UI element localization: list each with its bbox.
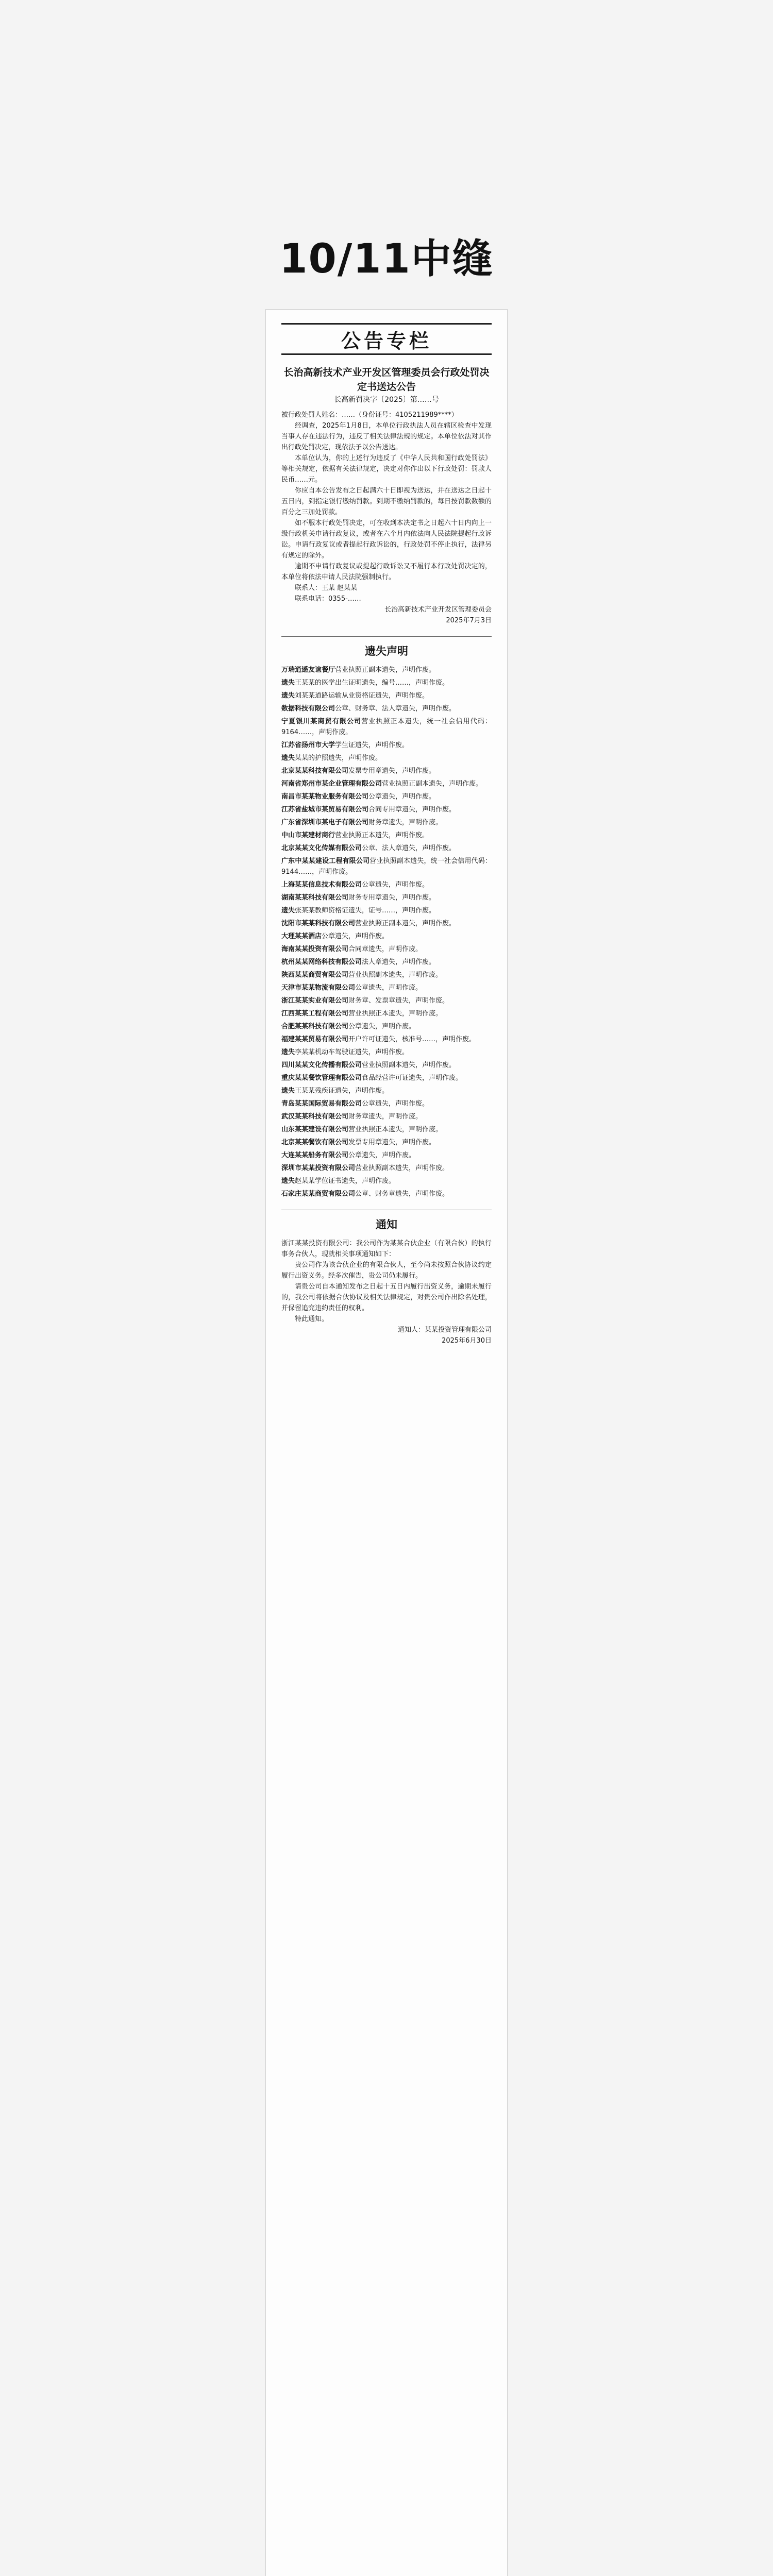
lost-notice-text: 营业执照正副本遗失，声明作废。 [355,920,456,927]
lost-notice-item [281,1176,492,1187]
notice-paragraph: 浙江某某投资有限公司：我公司作为某某合伙企业（有限合伙）的执行事务合伙人，现就相关事项通知如下： [281,1240,492,1258]
lost-notice-text: 李某某机动车驾驶证遗失，声明作废。 [295,1048,409,1056]
lost-notice-name: 遗失 [281,754,295,762]
lost-notice-item [281,791,492,802]
lost-notice-name: 北京某某餐饮有限公司 [281,1139,349,1146]
lost-notice-name: 宁夏银川某商贸有限公司 [281,718,362,725]
lost-notice-text: 公章遗失，声明作废。 [368,793,436,801]
lost-notice-text: 营业执照正副本遗失，声明作废。 [335,666,436,674]
lost-notice-text: 公章遗失，声明作废。 [348,1151,416,1159]
lost-notice-text: 财务章遗失，声明作废。 [348,1113,423,1121]
lost-notice-text: 合同章遗失，声明作废。 [348,945,423,953]
lost-notice-text: 营业执照正本遗失，声明作废。 [348,1126,443,1133]
lost-notice-text: 营业执照副本遗失，声明作废。 [348,971,443,979]
lost-notice-item [281,905,492,916]
lost-notices-list [281,665,492,1199]
lost-notice-item [281,982,492,993]
lost-notice-item [281,856,492,877]
announcement-paragraph: 联系电话：0355-…… [295,595,361,603]
notice [281,1238,492,1346]
lost-notice-text: 营业执照副本遗失，声明作废。 [355,1164,449,1172]
lost-notice-item [281,690,492,701]
lost-notice-text: 学生证遗失，声明作废。 [335,741,409,749]
lost-notice-text: 财务章遗失，声明作废。 [368,819,443,826]
notice-paragraph: 特此通知。 [295,1315,329,1323]
lost-notice-name: 四川某某文化传播有限公司 [281,1061,362,1069]
lost-notice-text: 合同专用章遗失，声明作废。 [368,806,456,814]
lost-notice-name: 湖南某某科技有限公司 [281,894,349,902]
lost-notice-name: 重庆某某餐饮管理有限公司 [281,1074,362,1082]
lost-notice-text: 财务章、发票章遗失，声明作废。 [348,997,449,1005]
lost-notice-name: 遗失 [281,1087,295,1095]
lost-notice-name: 广东省深圳市某电子有限公司 [281,819,369,826]
announcement-paragraph: 逾期不申请行政复议或提起行政诉讼又不履行本行政处罚决定的，本单位将依法申请人民法院强制执行。 [281,563,492,581]
lost-notice-text: 食品经营许可证遗失，声明作废。 [362,1074,463,1082]
lost-notice-item [281,677,492,688]
announcement [281,365,492,626]
lost-notice-text: 营业执照正本遗失，声明作废。 [335,832,429,839]
lost-notice-name: 杭州某某网络科技有限公司 [281,958,362,966]
lost-notice-text: 发票专用章遗失，声明作废。 [348,1139,436,1146]
lost-notice-item [281,1137,492,1148]
announcement-paragraph: 被行政处罚人姓名：……（身份证号：4105211989****） [281,411,458,419]
lost-notice-item [281,716,492,738]
lost-notice-text: 公章遗失，声明作废。 [348,1023,416,1030]
lost-notice-item [281,753,492,764]
announcement-paragraph: 联系人：王某 赵某某 [295,584,358,592]
lost-notice-text: 王某某残疾证遗失，声明作废。 [295,1087,389,1095]
lost-notice-name: 武汉某某科技有限公司 [281,1113,349,1121]
lost-notice-name: 大连某某船务有限公司 [281,1151,349,1159]
lost-notice-name: 北京某某科技有限公司 [281,767,349,775]
lost-notice-item [281,957,492,968]
lost-notice-name: 合肥某某科技有限公司 [281,1023,349,1030]
lost-notice-name: 沈阳市某某科技有限公司 [281,920,356,927]
lost-notice-item [281,918,492,929]
lost-notice-name: 上海某某信息技术有限公司 [281,881,362,889]
lost-notice-item [281,1098,492,1109]
announcement-paragraph: 如不服本行政处罚决定，可在收到本决定书之日起六十日内向上一级行政机关申请行政复议，或者在六个月内依法向人民法院提起行政诉讼。申请行政复议或者提起行政诉讼的，行政处罚不停止执行，法律另有规定的除外。 [281,519,492,560]
lost-notice-text: 王某某的医学出生证明遗失，编号……，声明作废。 [295,679,449,687]
lost-notice-name: 中山市某建材商行 [281,832,335,839]
lost-notice-item [281,1047,492,1058]
lost-notice-item [281,1150,492,1161]
notice-paragraph: 请贵公司自本通知发布之日起十五日内履行出资义务，逾期未履行的，我公司将依据合伙协议及相关法律规定，对贵公司作出除名处理，并保留追究违约责任的权利。 [281,1283,492,1312]
lost-notice-name: 石家庄某某商贸有限公司 [281,1190,356,1198]
lost-notice-text: 张某某教师资格证遗失，证号……，声明作废。 [295,907,436,914]
notice-column [265,309,508,2576]
lost-notice-text: 营业执照正副本遗失，声明作废。 [382,780,483,788]
lost-notice-text: 公章、财务章、法人章遗失，声明作废。 [335,705,456,713]
lost-notice-item [281,1034,492,1045]
section-title: 10/11中缝 [279,236,494,282]
lost-notice-item [281,1111,492,1122]
lost-notice-name: 浙江某某实业有限公司 [281,997,349,1005]
lost-notice-name: 广东中某某建设工程有限公司 [281,857,370,865]
notice-date: 2025年6月30日 [442,1337,492,1345]
lost-notice-item [281,1124,492,1135]
lost-notice-item [281,1163,492,1174]
lost-notice-name: 北京某某文化传媒有限公司 [281,844,362,852]
lost-notice-text: 公章遗失，声明作废。 [362,1100,429,1108]
lost-notice-name: 遗失 [281,679,295,687]
lost-notice-name: 万瑞逍遥友谊餐厅 [281,666,335,674]
lost-notices-heading: 遗失声明 [281,636,492,658]
lost-notice-text: 营业执照副本遗失，声明作废。 [362,1061,456,1069]
lost-notice-name: 遗失 [281,1177,295,1185]
lost-notice-item [281,1073,492,1083]
lost-notice-name: 遗失 [281,692,295,700]
lost-notice-item [281,1189,492,1199]
lost-notice-name: 江苏省扬州市大学 [281,741,335,749]
lost-notice-name: 江西某某工程有限公司 [281,1010,349,1018]
lost-notice-item [281,740,492,751]
lost-notice-text: 公章、财务章遗失，声明作废。 [355,1190,449,1198]
lost-notice-item [281,817,492,828]
lost-notice-item [281,766,492,776]
lost-notice-text: 公章遗失，声明作废。 [355,984,423,992]
lost-notice-item [281,944,492,955]
announcement-paragraph: 本单位认为，你的上述行为违反了《中华人民共和国行政处罚法》等相关规定，依据有关法律规定，决定对你作出以下行政处罚：罚款人民币……元。 [281,454,492,484]
lost-notice-text: 某某的护照遗失，声明作废。 [295,754,382,762]
lost-notice-item [281,1008,492,1019]
lost-notice-item [281,1060,492,1071]
announcement-date: 2025年7月3日 [446,617,492,624]
lost-notice-text: 赵某某学位证书遗失，声明作废。 [295,1177,396,1185]
lost-notice-name: 青岛某某国际贸易有限公司 [281,1100,362,1108]
lost-notice-name: 遗失 [281,907,295,914]
notice-heading: 通知 [281,1210,492,1232]
lost-notice-item [281,843,492,854]
lost-notice-item [281,970,492,980]
lost-notice-name: 天津市某某物流有限公司 [281,984,356,992]
column-banner: 公告专栏 [281,323,492,355]
announcement-subtitle: 长高新罚决字〔2025〕第……号 [334,396,439,404]
lost-notice-text: 公章遗失，声明作废。 [362,881,429,889]
lost-notice-text: 发票专用章遗失，声明作废。 [348,767,436,775]
lost-notice-item [281,995,492,1006]
lost-notice-item [281,778,492,789]
announcement-signature: 长治高新技术产业开发区管理委员会 [384,606,492,614]
lost-notice-text: 法人章遗失，声明作废。 [362,958,436,966]
lost-notice-text: 公章、法人章遗失，声明作废。 [362,844,456,852]
notice-paragraph: 贵公司作为该合伙企业的有限合伙人，至今尚未按照合伙协议约定履行出资义务。经多次催告，贵公司仍未履行。 [281,1261,492,1280]
lost-notice-name: 深圳市某某投资有限公司 [281,1164,356,1172]
lost-notice-name: 数据科技有限公司 [281,705,335,713]
lost-notice-item [281,1086,492,1096]
announcement-paragraph: 经调查，2025年1月8日，本单位行政执法人员在辖区检查中发现当事人存在违法行为，违反了相关法律法规的规定。本单位依法对其作出行政处罚决定，现依法予以公告送达。 [281,422,492,451]
lost-notice-item [281,1021,492,1032]
lost-notice-name: 陕西某某商贸有限公司 [281,971,349,979]
lost-notice-item [281,830,492,841]
announcement-title: 长治高新技术产业开发区管理委员会行政处罚决定书送达公告 [283,367,490,393]
lost-notice-text: 营业执照正本遗失，声明作废。 [348,1010,443,1018]
lost-notice-name: 河南省郑州市某企业管理有限公司 [281,780,382,788]
announcement-paragraph: 你应自本公告发布之日起满六十日即视为送达，并在送达之日起十五日内，到指定银行缴纳罚款。到期不缴纳罚款的，每日按罚款数额的百分之三加处罚款。 [281,487,492,516]
lost-notice-name: 江苏省盐城市某贸易有限公司 [281,806,369,814]
lost-notice-name: 遗失 [281,1048,295,1056]
lost-notice-name: 海南某某投资有限公司 [281,945,349,953]
lost-notice-item [281,892,492,903]
lost-notice-name: 大理某某酒店 [281,933,322,940]
lost-notice-text: 公章遗失，声明作废。 [322,933,389,940]
lost-notice-text: 营业执照副本遗失，统一社会信用代码：9144……，声明作废。 [281,857,492,876]
lost-notice-item [281,931,492,942]
lost-notice-name: 山东某某建设有限公司 [281,1126,349,1133]
notice-signature: 通知人：某某投资管理有限公司 [397,1326,492,1334]
lost-notice-text: 开户许可证遗失，核准号……，声明作废。 [348,1036,476,1043]
lost-notice-text: 营业执照正本遗失，统一社会信用代码：9164……，声明作废。 [281,718,492,736]
lost-notice-text: 刘某某道路运输从业资格证遗失，声明作废。 [295,692,429,700]
lost-notice-text: 财务专用章遗失，声明作废。 [348,894,436,902]
lost-notice-name: 福建某某贸易有限公司 [281,1036,349,1043]
lost-notice-item [281,879,492,890]
lost-notice-item [281,703,492,714]
lost-notice-item [281,665,492,675]
lost-notice-name: 南昌市某某物业服务有限公司 [281,793,369,801]
lost-notice-item [281,804,492,815]
